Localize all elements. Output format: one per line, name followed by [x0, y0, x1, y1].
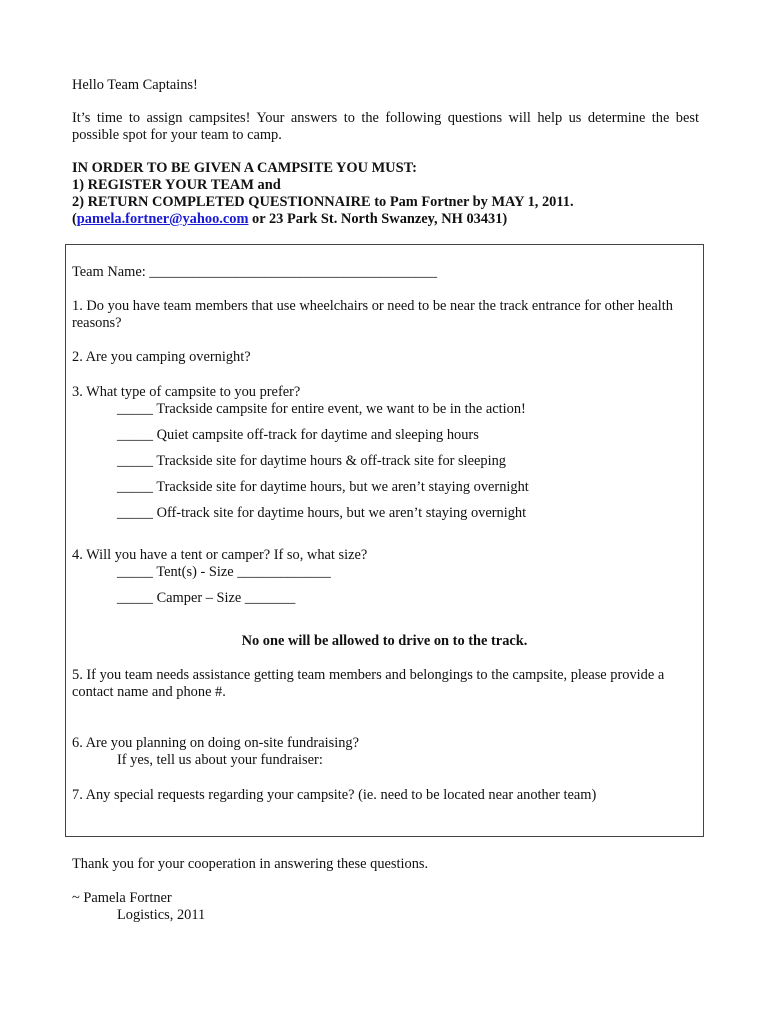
signature-title: Logistics, 2011: [117, 907, 206, 923]
greeting: Hello Team Captains!: [72, 77, 198, 93]
question-7: 7. Any special requests regarding your campsite? (ie. need to be located near another team): [72, 787, 597, 803]
team-name-field[interactable]: Team Name: ________________________________________: [72, 264, 438, 280]
campsite-option[interactable]: _____ Quiet campsite off-track for daytime and sleeping hours: [117, 427, 479, 443]
question-6: 6. Are you planning on doing on-site fundraising?: [72, 735, 359, 751]
campsite-option[interactable]: _____ Off-track site for daytime hours, but we aren’t staying overnight: [117, 505, 527, 521]
question-4: 4. Will you have a tent or camper? If so, what size?: [72, 547, 368, 563]
requirements-heading: IN ORDER TO BE GIVEN A CAMPSITE YOU MUST:: [72, 160, 417, 176]
question-6-followup: If yes, tell us about your fundraiser:: [117, 752, 323, 768]
question-5: 5. If you team needs assistance getting team members and belongings to the campsite, please provide a contact name and phone #.: [72, 667, 665, 700]
intro-paragraph: It’s time to assign campsites! Your answers to the following questions will help us determine the best possible spot for your team to camp.: [72, 110, 699, 143]
email-link[interactable]: pamela.fortner@yahoo.com: [76, 211, 249, 227]
camper-size-field[interactable]: _____ Camper – Size _______: [117, 590, 296, 606]
campsite-option[interactable]: _____ Trackside site for daytime hours & off-track site for sleeping: [117, 453, 507, 469]
requirement-2: 2) RETURN COMPLETED QUESTIONNAIRE to Pam Fortner by MAY 1, 2011.: [72, 194, 574, 210]
campsite-option[interactable]: _____ Trackside site for daytime hours, but we aren’t staying overnight: [117, 479, 529, 495]
contact-open-paren: (: [72, 211, 77, 227]
signature-name: ~ Pamela Fortner: [72, 890, 172, 906]
thanks-line: Thank you for your cooperation in answering these questions.: [72, 856, 429, 872]
question-3: 3. What type of campsite to you prefer?: [72, 384, 301, 400]
no-driving-notice: No one will be allowed to drive on to the track.: [241, 633, 528, 649]
contact-address: or 23 Park St. North Swanzey, NH 03431): [248, 211, 508, 227]
requirement-1: 1) REGISTER YOUR TEAM and: [72, 177, 281, 193]
question-2: 2. Are you camping overnight?: [72, 349, 251, 365]
contact-line: [72, 211, 507, 228]
campsite-option[interactable]: _____ Trackside campsite for entire event, we want to be in the action!: [117, 401, 526, 417]
question-1: 1. Do you have team members that use wheelchairs or need to be near the track entrance for other health reasons?: [72, 298, 673, 331]
tent-size-field[interactable]: _____ Tent(s) - Size _____________: [117, 564, 331, 580]
